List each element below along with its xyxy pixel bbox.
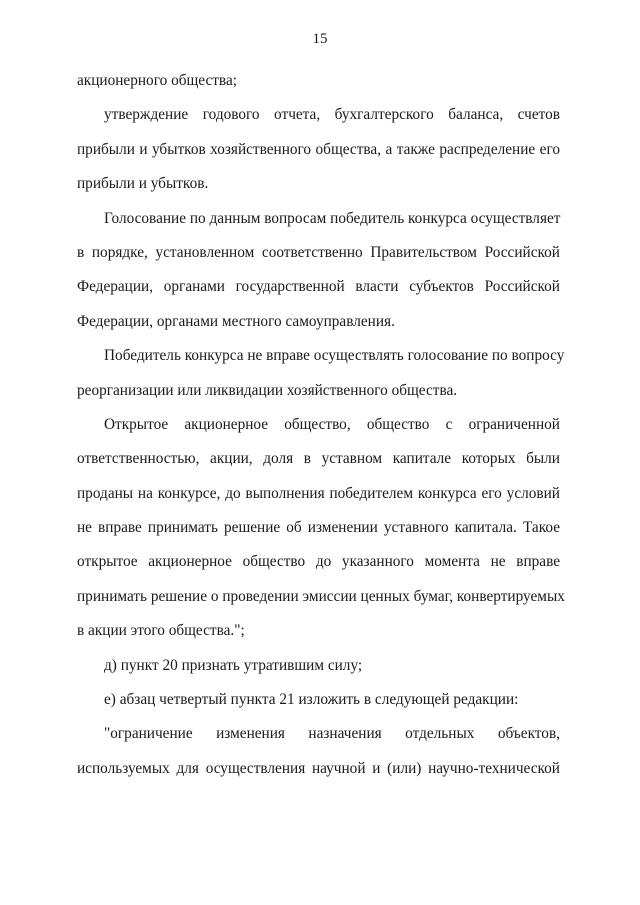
text-line: акционерного общества;: [77, 72, 237, 89]
text-line: в порядке, установленном соответственно Правительством Российской: [77, 243, 560, 261]
text-line: е) абзац четвертый пункта 21 изложить в следующей редакции:: [104, 691, 519, 709]
text-line: Федерации, органами государственной власти субъектов Российской: [77, 278, 560, 296]
text-line: используемых для осуществления научной и (или) научно-технической: [77, 759, 560, 777]
text-line: Федерации, органами местного самоуправления.: [77, 312, 395, 330]
text-line: д) пункт 20 признать утратившим силу;: [104, 656, 363, 674]
document-body: [77, 64, 565, 786]
text-line: открытое акционерное общество до указанного момента не вправе: [77, 553, 560, 571]
text-line: Голосование по данным вопросам победитель конкурса осуществляет: [104, 209, 561, 227]
text-line: Победитель конкурса не вправе осуществлять голосование по вопросу: [104, 347, 565, 365]
text-line: реорганизации или ликвидации хозяйственного общества.: [77, 381, 458, 399]
text-line: в акции этого общества.";: [77, 622, 245, 640]
text-line: ответственностью, акции, доля в уставном капитале которых были: [77, 450, 560, 468]
text-line: Открытое акционерное общество, общество с ограниченной: [104, 415, 560, 433]
text-line: прибыли и убытков хозяйственного общества, а также распределение его: [77, 140, 560, 158]
text-line: проданы на конкурсе, до выполнения победителем конкурса его условий: [77, 484, 560, 502]
page-number: 15: [312, 31, 328, 47]
text-line: утверждение годового отчета, бухгалтерского баланса, счетов: [104, 106, 560, 124]
text-line: прибыли и убытков.: [77, 175, 209, 193]
text-line: не вправе принимать решение об изменении уставного капитала. Такое: [77, 519, 560, 537]
text-line: принимать решение о проведении эмиссии ценных бумаг, конвертируемых: [77, 587, 565, 605]
text-line: "ограничение изменения назначения отдельных объектов,: [104, 725, 560, 743]
